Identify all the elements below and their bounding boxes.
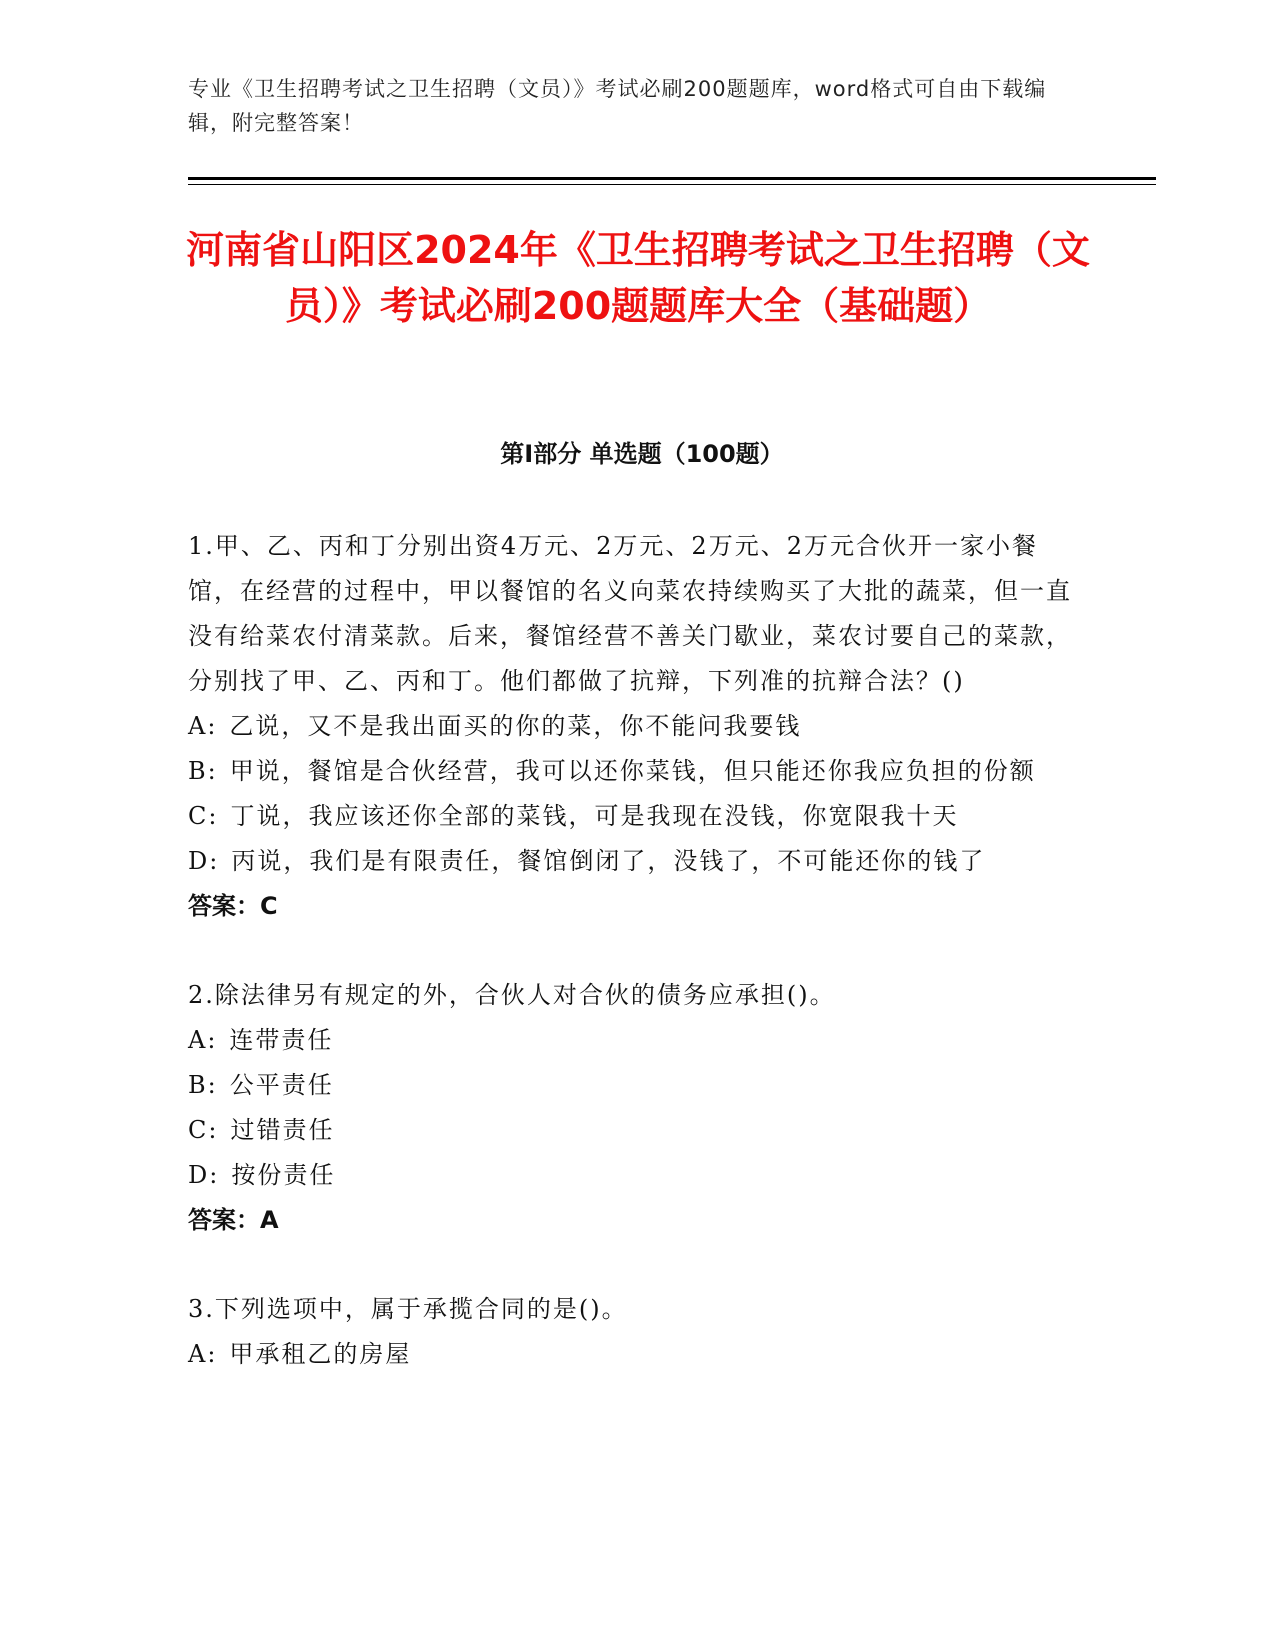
option-letter: A: [188, 1340, 218, 1368]
section-heading: 第Ⅰ部分 单选题（100题） [500, 440, 784, 468]
option-c [188, 1108, 1078, 1153]
question-1 [188, 524, 1078, 929]
option-letter: C: [188, 802, 219, 830]
answer-line: 答案：C [188, 892, 278, 920]
option-letter: D: [188, 1161, 220, 1189]
option-d [188, 839, 1078, 884]
option-text: 公平责任 [229, 1071, 334, 1099]
answer-line: 答案：A [188, 1206, 279, 1234]
question-2 [188, 973, 1078, 1243]
header-divider [188, 177, 1156, 180]
option-letter: A: [188, 1026, 218, 1054]
option-text: 连带责任 [229, 1026, 334, 1054]
option-text: 丙说，我们是有限责任，餐馆倒闭了，没钱了，不可能还你的钱了 [231, 847, 986, 875]
option-text: 甲说，餐馆是合伙经营，我可以还你菜钱，但只能还你我应负担的份额 [229, 757, 1036, 785]
option-b [188, 1063, 1078, 1108]
question-stem: 3.下列选项中，属于承揽合同的是()。 [188, 1295, 628, 1323]
option-b [188, 749, 1078, 794]
option-text: 过错责任 [230, 1116, 335, 1144]
option-a [188, 704, 1078, 749]
question-stem: 1.甲、乙、丙和丁分别出资4万元、2万元、2万元、2万元合伙开一家小餐馆，在经营的过程中，甲以餐馆的名义向菜农持续购买了大批的蔬菜，但一直没有给菜农付清菜款。后来，餐馆经营不善关门歇业，菜农讨要自己的菜款，分别找了甲、乙、丙和丁。他们都做了抗辩，下列准的抗辩合法？() [188, 532, 1072, 695]
option-letter: D: [188, 847, 220, 875]
option-d [188, 1153, 1078, 1198]
question-list [188, 524, 1078, 1421]
question-3 [188, 1287, 1078, 1377]
option-a [188, 1332, 1078, 1377]
document-title: 河南省山阳区2024年《卫生招聘考试之卫生招聘（文员）》考试必刷200题题库大全（基础题） [186, 228, 1090, 328]
option-letter: B: [188, 1071, 218, 1099]
option-letter: C: [188, 1116, 219, 1144]
question-stem: 2.除法律另有规定的外，合伙人对合伙的债务应承担()。 [188, 981, 836, 1009]
option-a [188, 1018, 1078, 1063]
header-divider-thin [188, 184, 1156, 185]
option-text: 按份责任 [231, 1161, 336, 1189]
header-note: 专业《卫生招聘考试之卫生招聘（文员）》考试必刷200题题库，word格式可自由下载编辑，附完整答案！ [188, 77, 1047, 135]
option-c [188, 794, 1078, 839]
option-text: 乙说，又不是我出面买的你的菜，你不能问我要钱 [229, 712, 802, 740]
option-letter: B: [188, 757, 218, 785]
option-text: 丁说，我应该还你全部的菜钱，可是我现在没钱，你宽限我十天 [230, 802, 959, 830]
option-letter: A: [188, 712, 218, 740]
option-text: 甲承租乙的房屋 [229, 1340, 412, 1368]
